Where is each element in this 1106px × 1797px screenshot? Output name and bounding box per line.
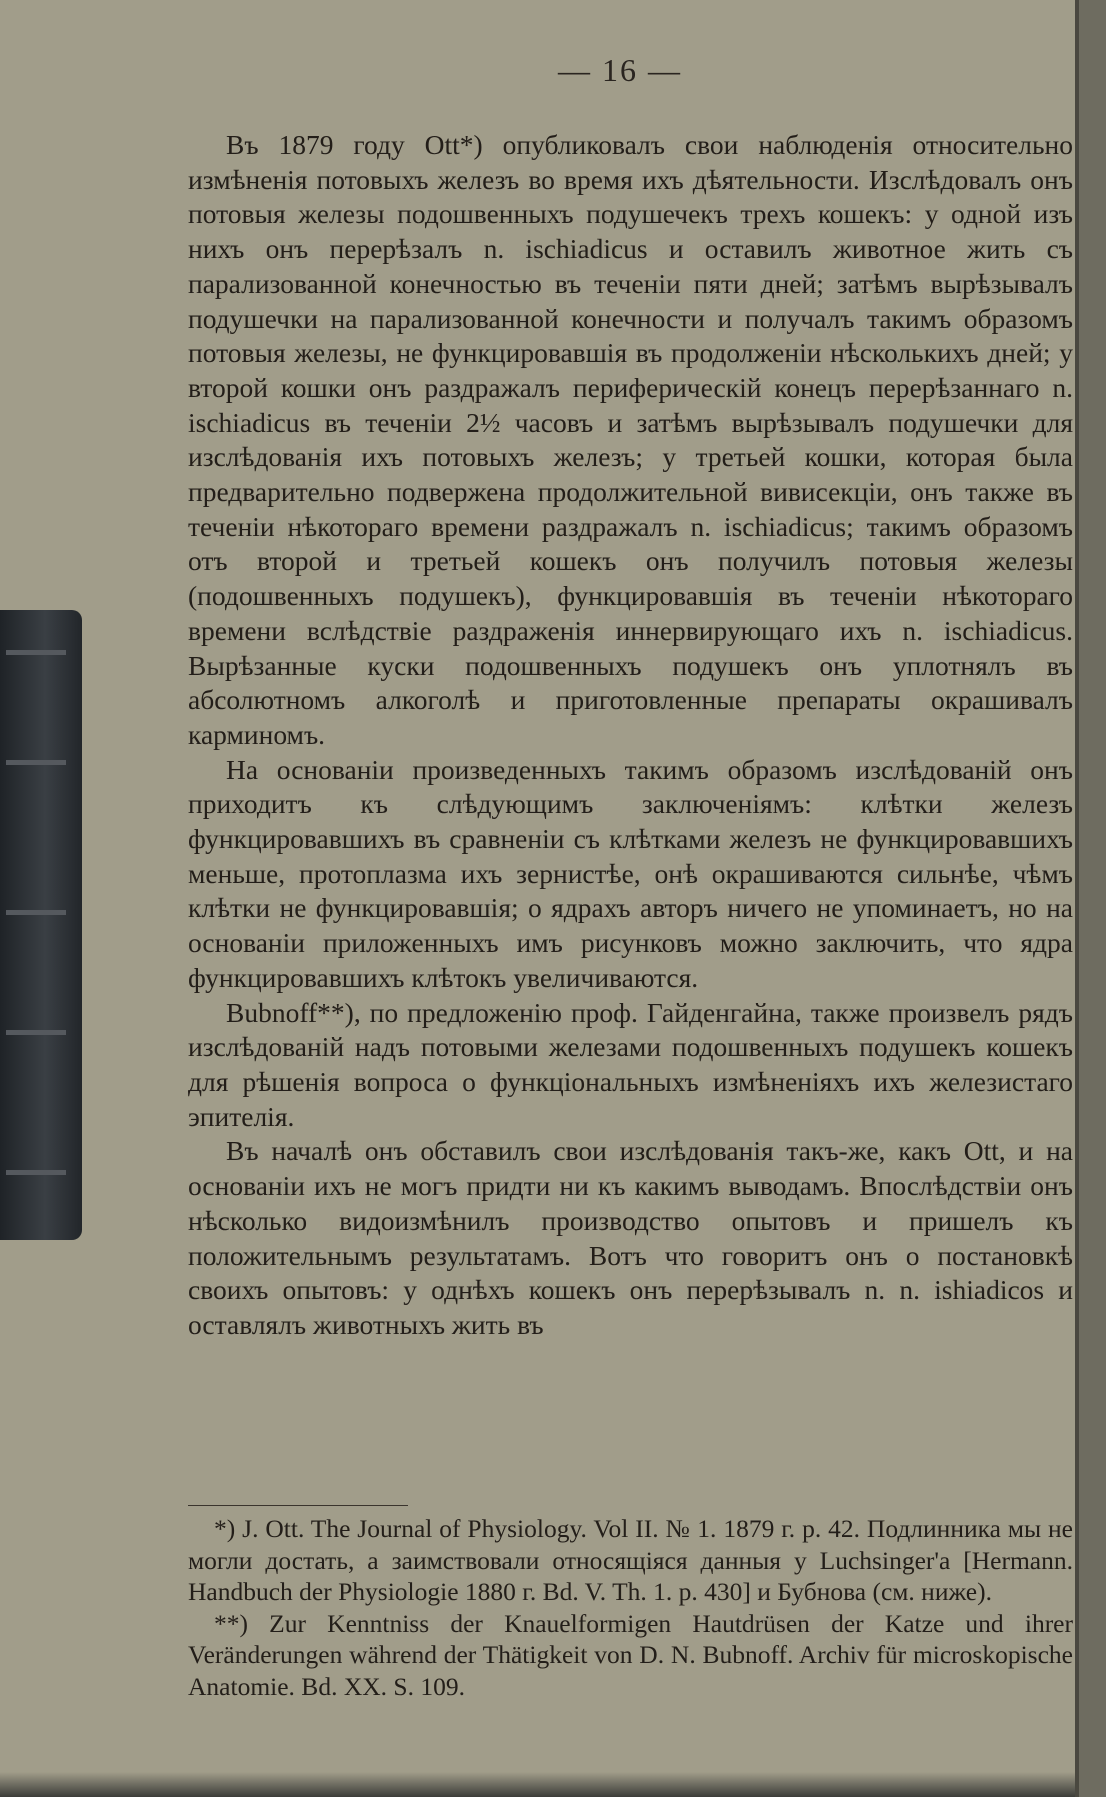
- paragraph: На основаніи произведенныхъ такимъ образомъ изслѣдованій онъ приходитъ къ слѣдующимъ заключеніямъ: клѣтки железъ функцировавшихъ въ сравненіи съ клѣтками железъ не функцировавшихъ меньше, протоплазма ихъ зернистѣе, онѣ окрашиваются сильнѣе, чѣмъ клѣтки не функцировавшія; о ядрахъ авторъ ничего не упоминаетъ, но на основаніи приложенныхъ имъ рисунковъ можно заключить, что ядра функцировавшихъ клѣтокъ увеличиваются.: [188, 753, 1073, 993]
- footnotes: [188, 1513, 1073, 1702]
- scan-edge-shadow: [0, 1772, 1075, 1797]
- footnote: *) J. Ott. The Journal of Physiology. Vol II. № 1. 1879 г. p. 42. Подлинника мы не могли достать, а заимствовали относящіяся данныя у Luchsinger'a [Hermann. Handbuch der Physiologie 1880 г. Bd. V. Th. 1. p. 430] и Бубнова (см. ниже).: [188, 1514, 1073, 1606]
- page-number: — 16 —: [558, 52, 682, 88]
- footnote-separator: [188, 1505, 408, 1506]
- body-text: [188, 128, 1073, 1343]
- paragraph: Въ 1879 году Ott*) опубликовалъ свои наблюденія относительно измѣненія потовыхъ железъ во время ихъ дѣятельности. Изслѣдовалъ онъ потовыя железы подошвенныхъ подушечекъ трехъ кошекъ: у одной изъ нихъ онъ перерѣзалъ n. ischiadicus и оставилъ животное жить съ парализованной конечностью въ теченіи пяти дней; затѣмъ вырѣзывалъ подушечки на парализованной конечности и получалъ такимъ образомъ потовыя железы, не функцировавшія въ продолженіи нѣсколькихъ дней; у второй кошки онъ раздражалъ периферическій конецъ перерѣзаннаго n. ischiadicus въ теченіи 2½ часовъ и затѣмъ вырѣзывалъ подушечки для изслѣдованія ихъ потовыхъ железъ; у третьей кошки, которая была предварительно подвержена продолжительной вивисекціи, онъ также въ теченіи нѣкотораго времени раздражалъ n. ischiadicus; такимъ образомъ отъ второй и третьей кошекъ онъ получилъ потовыя железы (подошвенныхъ подушекъ), функцировавшія въ теченіи нѣкотораго времени вслѣдствіе раздраженія иннервирующаго ихъ n. ischiadicus. Вырѣзанные куски подошвенныхъ подушекъ онъ уплотнялъ въ абсолютномъ алкоголѣ и приготовленные препараты окрашивалъ карминомъ.: [188, 129, 1073, 750]
- book-spine-edge: [1075, 0, 1106, 1797]
- paragraph: Bubnoff**), по предложенію проф. Гайденгайна, также произвелъ рядъ изслѣдованій надъ потовыми железами подошвенныхъ подушекъ кошекъ для рѣшенія вопроса о функціональныхъ измѣненіяхъ ихъ железистаго эпителія.: [188, 996, 1073, 1132]
- binding-clip: [0, 610, 82, 1240]
- footnote: **) Zur Kenntniss der Knauelformigen Hautdrüsen der Katze und ihrer Veränderungen während der Thätigkeit von D. N. Bubnoff. Archiv für microskopische Anatomie. Bd. XX. S. 109.: [188, 1608, 1073, 1701]
- paragraph: Въ началѣ онъ обставилъ свои изслѣдованія такъ-же, какъ Ott, и на основаніи ихъ не могъ придти ни къ какимъ выводамъ. Впослѣдствіи онъ нѣсколько видоизмѣнилъ производство опытовъ и пришелъ къ положительнымъ результатамъ. Вотъ что говоритъ онъ о постановкѣ своихъ опытовъ: у однѣхъ кошекъ онъ перерѣзывалъ n. n. ishiadicos и оставлялъ животныхъ жить въ: [188, 1135, 1073, 1340]
